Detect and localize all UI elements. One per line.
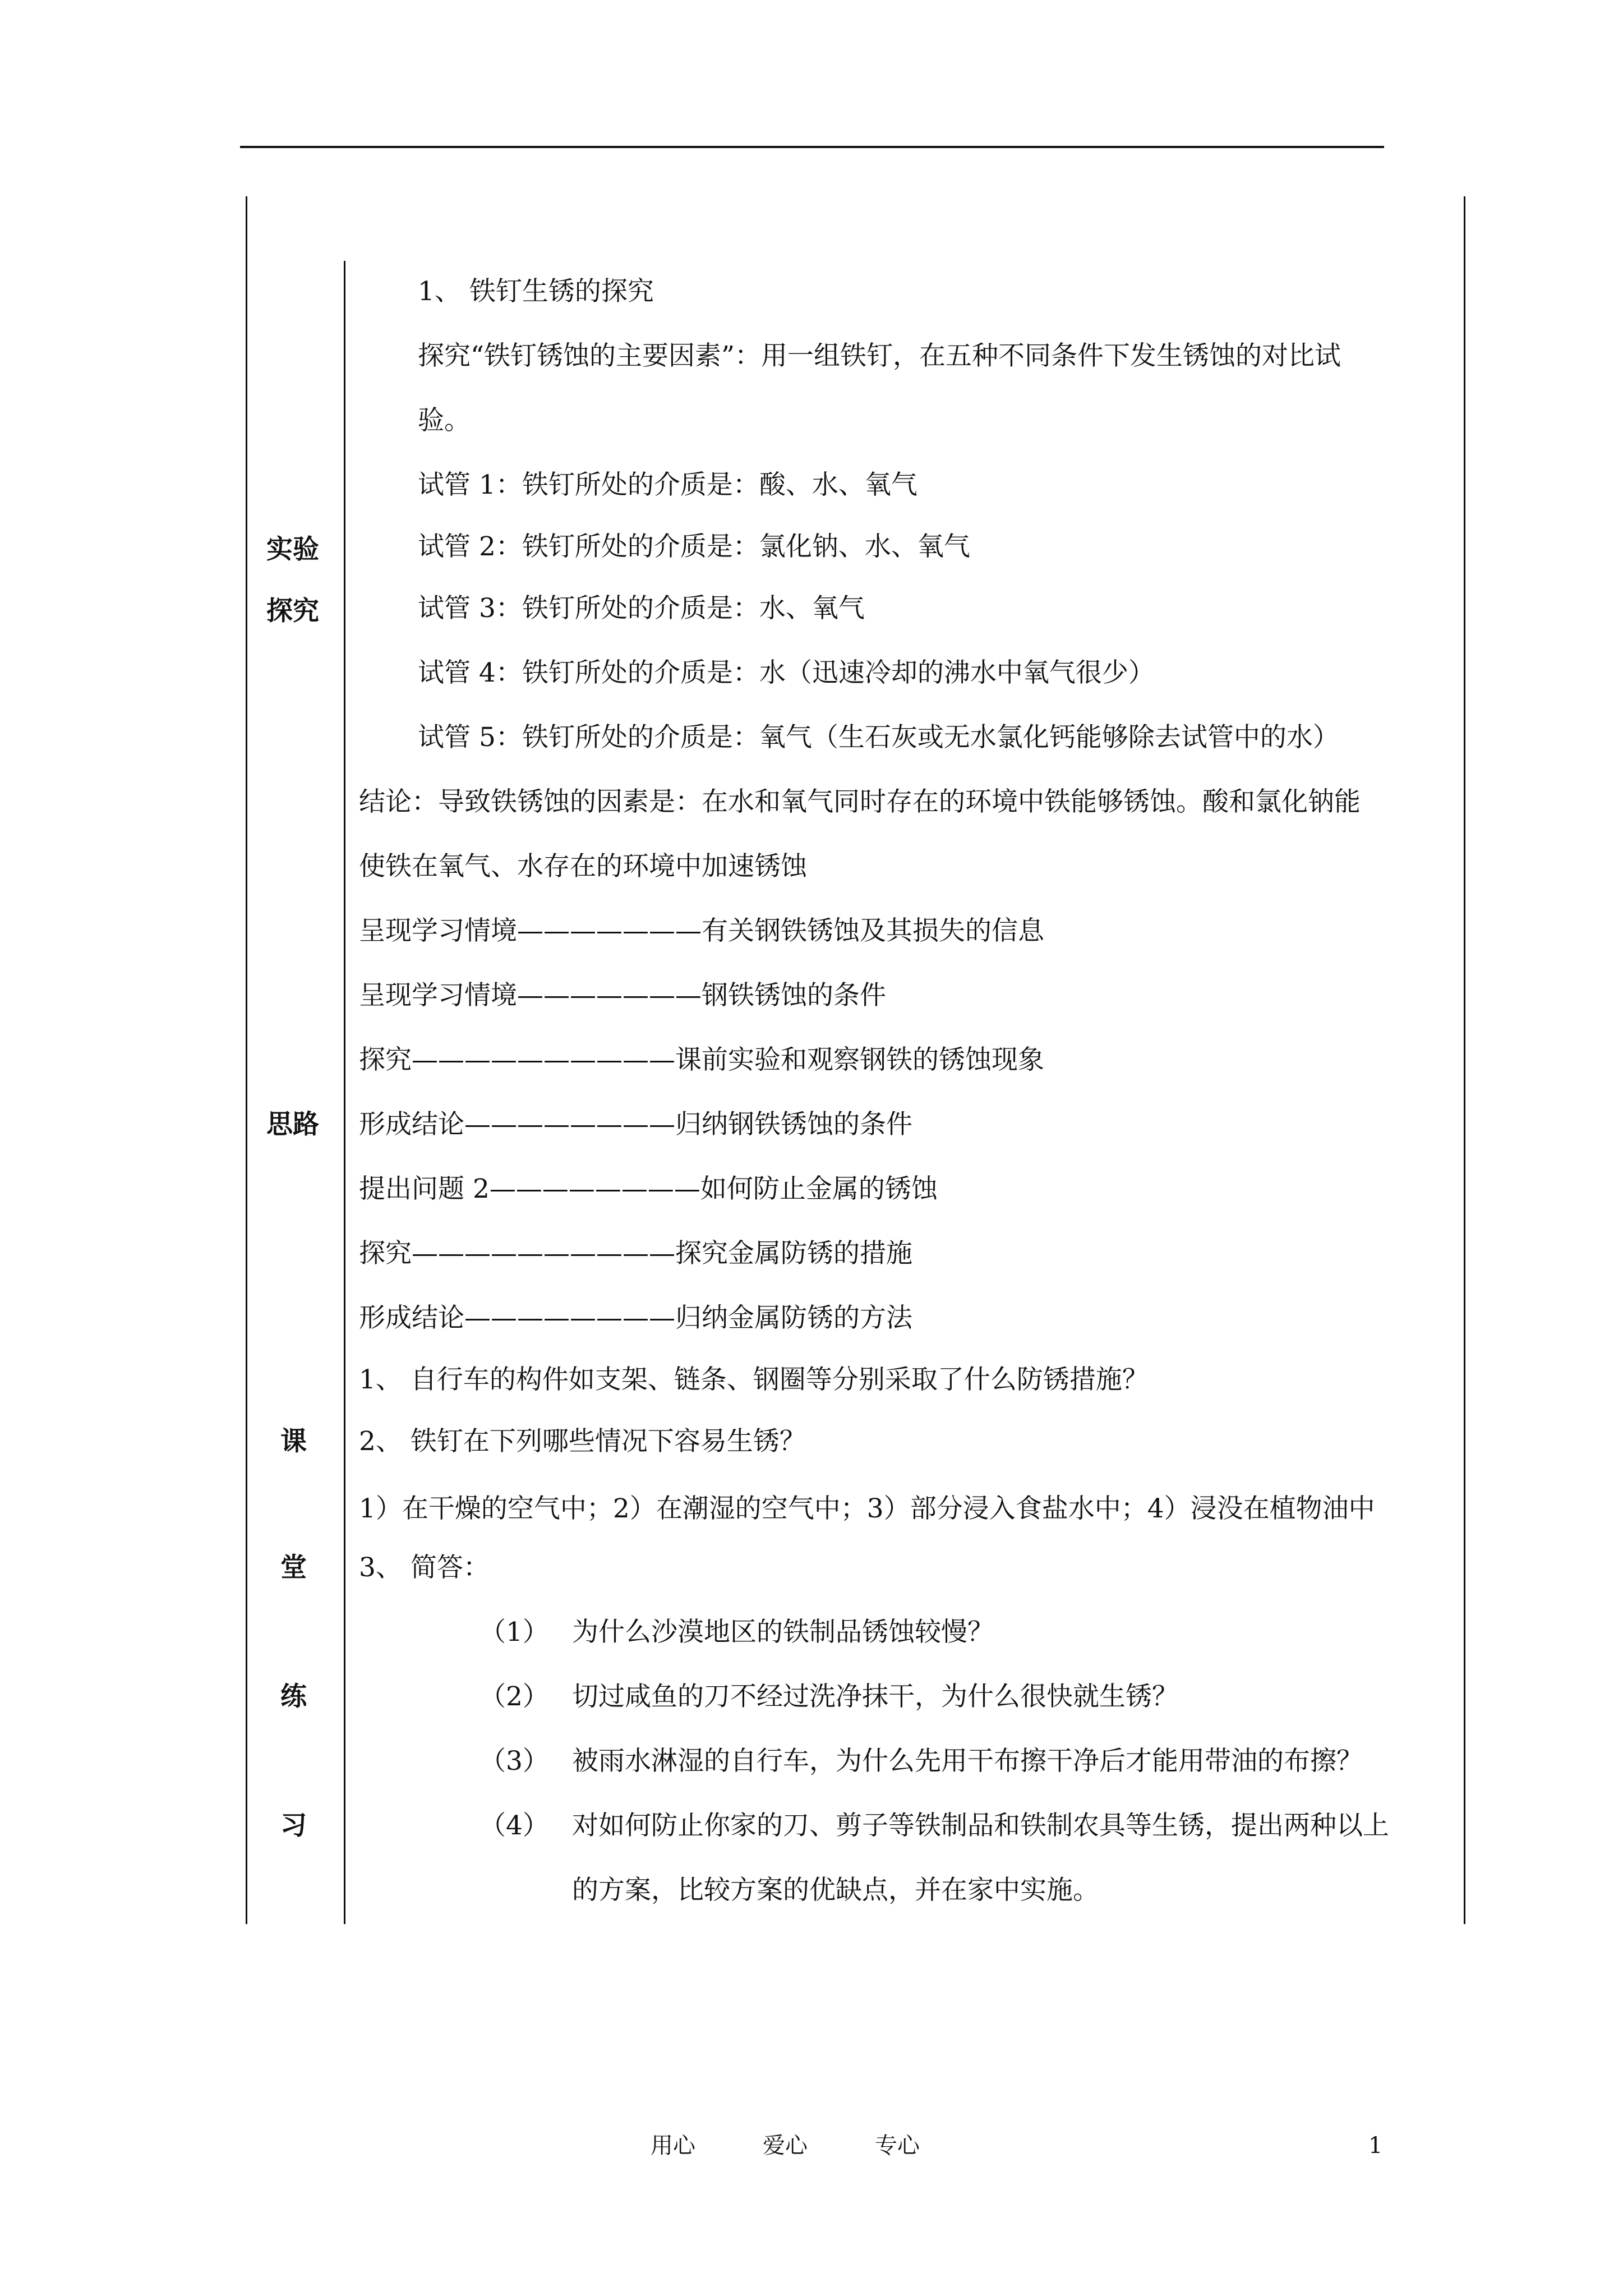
test-tube-5: 试管 5：铁钉所处的介质是：氧气（生石灰或无水氯化钙能够除去试管中的水）	[418, 722, 1339, 753]
exercise-question-2: 2、 铁钉在下列哪些情况下容易生锈？	[359, 1426, 806, 1457]
section-label-exercise-1: 课	[280, 1426, 307, 1457]
sub-item-number: （1）	[479, 1617, 549, 1648]
section-label-experiment-2: 探究	[266, 596, 319, 627]
table-right-border	[1464, 196, 1465, 1924]
page-number: 1	[1368, 2133, 1383, 2159]
experiment-heading: 1、 铁钉生锈的探究	[418, 276, 654, 307]
column-divider	[344, 261, 345, 1924]
exercise-question-3: 3、 简答：	[359, 1552, 490, 1583]
test-tube-2: 试管 2：铁钉所处的介质是：氯化钠、水、氧气	[418, 531, 970, 562]
thinking-step-3: 探究——————————课前实验和观察钢铁的锈蚀现象	[359, 1045, 1044, 1075]
test-tube-3: 试管 3：铁钉所处的介质是：水、氧气	[418, 593, 865, 624]
exercise-question-1: 1、 自行车的构件如支架、链条、钢圈等分别采取了什么防锈措施？	[359, 1364, 1149, 1395]
experiment-intro-cont: 验。	[418, 405, 471, 436]
footer-motto-1: 用心	[651, 2133, 695, 2159]
section-label-exercise-3: 练	[280, 1681, 307, 1712]
section-label-exercise-4: 习	[280, 1810, 307, 1841]
sub-item-number: （4）	[479, 1810, 549, 1841]
sub-item-text: 为什么沙漠地区的铁制品锈蚀较慢？	[572, 1617, 994, 1648]
thinking-step-7: 形成结论————————归纳金属防锈的方法	[359, 1303, 912, 1333]
sub-item-number: （3）	[479, 1746, 549, 1777]
header-rule	[240, 146, 1384, 148]
thinking-step-4: 形成结论————————归纳钢铁锈蚀的条件	[359, 1109, 912, 1140]
exercise-question-2-options: 1）在干燥的空气中；2）在潮湿的空气中；3）部分浸入食盐水中；4）浸没在植物油中	[359, 1493, 1375, 1524]
table-left-border	[246, 196, 247, 1924]
conclusion-line-1: 结论：导致铁锈蚀的因素是：在水和氧气同时存在的环境中铁能够锈蚀。酸和氯化钠能	[359, 786, 1361, 817]
test-tube-1: 试管 1：铁钉所处的介质是：酸、水、氧气	[418, 470, 917, 500]
section-label-experiment-1: 实验	[266, 534, 319, 565]
conclusion-line-2: 使铁在氧气、水存在的环境中加速锈蚀	[359, 851, 807, 882]
thinking-step-1: 呈现学习情境———————有关钢铁锈蚀及其损失的信息	[359, 915, 1044, 946]
test-tube-4: 试管 4：铁钉所处的介质是：水（迅速冷却的沸水中氧气很少）	[418, 657, 1155, 688]
experiment-intro: 探究“铁钉锈蚀的主要因素”：用一组铁钉，在五种不同条件下发生锈蚀的对比试	[418, 341, 1341, 371]
sub-item-text-cont: 的方案，比较方案的优缺点，并在家中实施。	[572, 1875, 1099, 1906]
section-label-thinking: 思路	[266, 1109, 319, 1140]
thinking-step-5: 提出问题 2————————如何防止金属的锈蚀	[359, 1174, 938, 1204]
footer-motto-3: 专心	[875, 2133, 920, 2159]
thinking-step-2: 呈现学习情境———————钢铁锈蚀的条件	[359, 980, 886, 1011]
sub-item-text: 切过咸鱼的刀不经过洗净抹干，为什么很快就生锈？	[572, 1681, 1178, 1712]
sub-item-text: 对如何防止你家的刀、剪子等铁制品和铁制农具等生锈，提出两种以上	[572, 1810, 1389, 1841]
section-label-exercise-2: 堂	[280, 1552, 307, 1583]
footer-motto-2: 爱心	[763, 2133, 808, 2159]
sub-item-text: 被雨水淋湿的自行车，为什么先用干布擦干净后才能用带油的布擦？	[572, 1746, 1363, 1777]
thinking-step-6: 探究——————————探究金属防锈的措施	[359, 1238, 912, 1269]
sub-item-number: （2）	[479, 1681, 549, 1712]
